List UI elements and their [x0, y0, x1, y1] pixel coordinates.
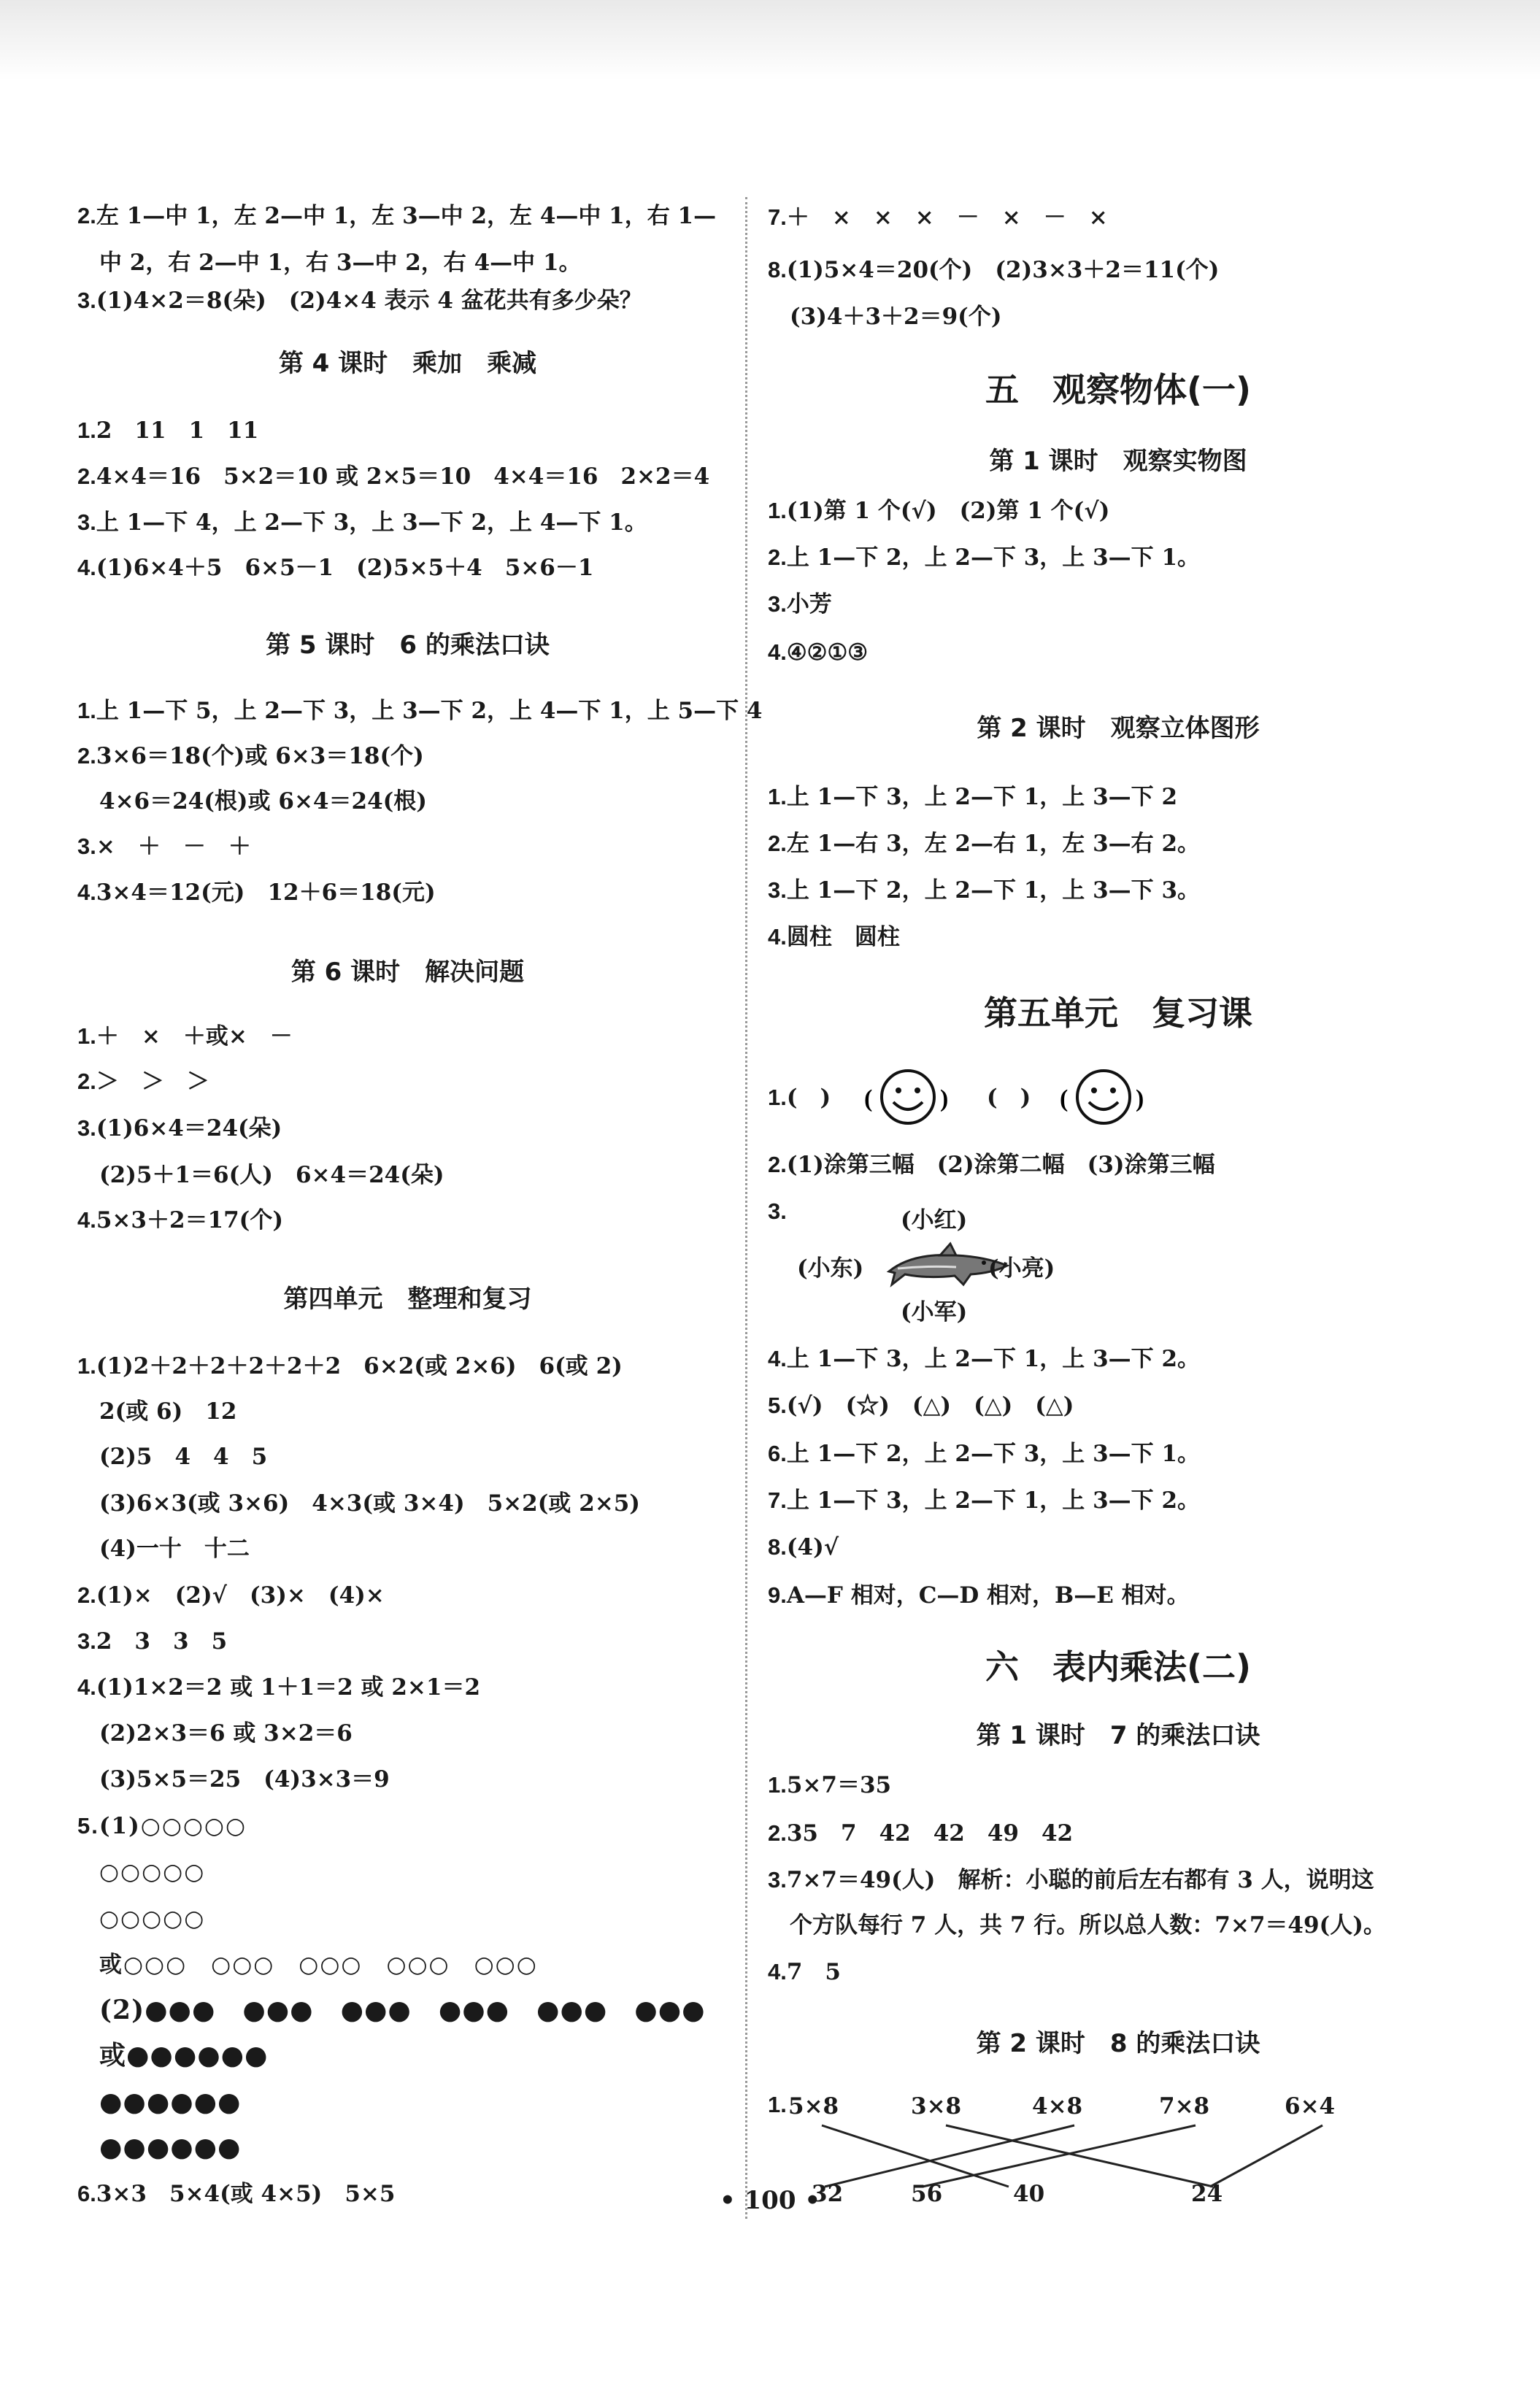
smiley-face-icon: [864, 1064, 952, 1130]
answer-line: 2.(1)涂第三幅 (2)涂第二幅 (3)涂第三幅: [768, 1152, 1215, 1178]
smiley-face-icon: [1060, 1064, 1147, 1130]
answer-line: 1.( ): [768, 1085, 831, 1111]
lesson-heading: 第 4 课时 乘加 乘减: [278, 349, 537, 378]
answer-line: 2(或 6) 12: [99, 1398, 237, 1425]
unit-heading: 第四单元 整理和复习: [283, 1285, 532, 1314]
lesson-heading: 第 5 课时 6 的乘法口诀: [266, 631, 550, 660]
answer-line: 3.(1)6×4＝24(朵): [77, 1115, 282, 1142]
answer-line: 3.(1)4×2＝8(朵) (2)4×4 表示 4 盆花共有多少朵？: [77, 288, 642, 314]
match-line-4x8: [825, 2125, 1074, 2187]
answer-line: 1.: [768, 2092, 787, 2117]
figure-label-bottom: (小军): [901, 1299, 968, 1325]
answer-line: ○○○○○: [99, 1859, 206, 1885]
answer-line: 1.上 1—下 5，上 2—下 3，上 3—下 2，上 4—下 1，上 5—下 4: [77, 698, 763, 724]
answer-line: 6.3×3 5×4(或 4×5) 5×5: [77, 2181, 396, 2207]
match-line-3x8: [946, 2125, 1213, 2187]
svg-text:(: (: [864, 1085, 873, 1112]
answer-line: 3.上 1—下 2，上 2—下 1，上 3—下 3。: [768, 877, 1201, 904]
answer-line: 4.3×4＝12(元) 12＋6＝18(元): [77, 879, 436, 906]
answer-line: 9.A—F 相对，C—D 相对，B—E 相对。: [768, 1582, 1190, 1609]
scan-top-shade: [0, 0, 1540, 80]
match-top-item: 4×8: [1032, 2093, 1083, 2120]
answer-line: 4.5×3＋2＝17(个): [77, 1207, 284, 1233]
answer-line: 3.小芳: [768, 591, 832, 617]
answer-line: (2)2×3＝6 或 3×2＝6: [99, 1720, 353, 1747]
match-top-item: 6×4: [1285, 2093, 1336, 2120]
answer-line: (3)5×5＝25 (4)3×3＝9: [99, 1766, 390, 1793]
match-bottom-item: 56: [911, 2181, 943, 2207]
answer-line: 1.＋ × ＋或× －: [77, 1023, 293, 1050]
answer-line: 3.× ＋ － ＋: [77, 834, 251, 860]
lesson-heading: 第 1 课时 7 的乘法口诀: [976, 1721, 1260, 1750]
match-top-item: 7×8: [1159, 2093, 1210, 2120]
answer-line: (2)5＋1＝6(人) 6×4＝24(朵): [99, 1162, 444, 1188]
answer-line: 1.上 1—下 3，上 2—下 1，上 3—下 2: [768, 784, 1178, 810]
match-top-item: 3×8: [911, 2093, 962, 2120]
match-line-5x8: [822, 2125, 1009, 2187]
answer-line: 7.上 1—下 3，上 2—下 1，上 3—下 2。: [768, 1487, 1201, 1514]
match-bottom-item: 24: [1191, 2181, 1223, 2207]
match-bottom-item: 32: [812, 2181, 844, 2207]
figure-label-top: (小红): [901, 1207, 968, 1233]
match-line-6x4: [1210, 2125, 1323, 2187]
match-bottom-item: 40: [1013, 2181, 1045, 2207]
svg-text:(: (: [1060, 1085, 1069, 1112]
answer-line: 4.上 1—下 3，上 2—下 1，上 3—下 2。: [768, 1346, 1201, 1372]
lesson-heading: 第 2 课时 观察立体图形: [977, 714, 1260, 743]
answer-line: 4.④②①③: [768, 639, 869, 666]
figure-label-left: (小东): [797, 1255, 864, 1282]
svg-text:): ): [940, 1085, 949, 1112]
answer-line: 8.(4)√: [768, 1534, 839, 1560]
answer-line: 5.(1)○○○○○: [77, 1813, 247, 1839]
answer-line: 4.(1)6×4＋5 6×5－1 (2)5×5＋4 5×6－1: [77, 555, 594, 581]
answer-line: 8.(1)5×4＝20(个) (2)3×3＋2＝11(个): [768, 257, 1220, 283]
answer-line: 1.2 11 1 11: [77, 417, 259, 444]
answer-line: 4×6＝24(根)或 6×4＝24(根): [99, 788, 427, 815]
answer-line: ●●●●●●: [99, 2087, 242, 2117]
answer-line: 或○○○ ○○○ ○○○ ○○○ ○○○: [99, 1952, 538, 1978]
answer-line: 2.4×4＝16 5×2＝10 或 2×5＝10 4×4＝16 2×2＝4: [77, 463, 710, 490]
answer-line: 2.3×6＝18(个)或 6×3＝18(个): [77, 743, 424, 769]
match-line-7x8: [923, 2125, 1196, 2187]
answer-line: (3)4＋3＋2＝9(个): [790, 304, 1002, 330]
answer-line: (2)5 4 4 5: [99, 1444, 268, 1470]
answer-line: (4)一十 十二: [99, 1536, 250, 1562]
lesson-heading: 第 6 课时 解决问题: [290, 958, 525, 987]
lesson-heading: 第 1 课时 观察实物图: [989, 447, 1247, 476]
unit-heading: 第五单元 复习课: [984, 993, 1252, 1033]
lesson-heading: 第 2 课时 8 的乘法口诀: [976, 2029, 1260, 2058]
answer-line: ●●●●●●: [99, 2132, 242, 2163]
answer-line: 2.35 7 42 42 49 42: [768, 1820, 1074, 1847]
answer-line: 1.5×7＝35: [768, 1772, 892, 1798]
answer-line: 4.7 5: [768, 1959, 841, 1985]
answer-line: 或●●●●●●: [99, 2040, 269, 2071]
answer-line: ( ): [987, 1085, 1031, 1111]
answer-line: 3.: [768, 1198, 787, 1224]
answer-line: 1.(1)2＋2＋2＋2＋2＋2 6×2(或 2×6) 6(或 2): [77, 1353, 623, 1379]
answer-line: 1.(1)第 1 个(√) (2)第 1 个(√): [768, 498, 1110, 524]
answer-line: 6.上 1—下 2，上 2—下 3，上 3—下 1。: [768, 1441, 1201, 1467]
answer-line: 2.左 1—中 1，左 2—中 1，左 3—中 2，左 4—中 1，右 1—: [77, 203, 717, 229]
answer-line: 3.7×7＝49(人) 解析：小聪的前后左右都有 3 人，说明这: [768, 1867, 1374, 1893]
answer-line: 2.上 1—下 2，上 2—下 3，上 3—下 1。: [768, 544, 1201, 571]
page-number: • 100 •: [719, 2186, 821, 2215]
column-divider: [745, 197, 747, 2219]
answer-line: ○○○○○: [99, 1906, 206, 1932]
answer-line: 5.(√) (☆) (△) (△) (△): [768, 1393, 1074, 1419]
svg-text:): ): [1136, 1085, 1144, 1112]
answer-line: 2.(1)× (2)√ (3)× (4)×: [77, 1582, 385, 1609]
figure-label-right: (小亮): [988, 1255, 1055, 1282]
answer-line: (3)6×3(或 3×6) 4×3(或 3×4) 5×2(或 2×5): [99, 1490, 640, 1517]
answer-line: 2.＞ ＞ ＞: [77, 1069, 209, 1095]
answer-line: (2)●●● ●●● ●●● ●●● ●●● ●●●: [99, 1995, 706, 2025]
answer-line: 7.＋ × × × － × － ×: [768, 204, 1108, 231]
answer-line: 2.左 1—右 3，左 2—右 1，左 3—右 2。: [768, 831, 1201, 857]
match-top-item: 5×8: [788, 2093, 839, 2120]
answer-line: 中 2，右 2—中 1，右 3—中 2，右 4—中 1。: [99, 250, 582, 276]
chapter-heading: 五 观察物体(一): [985, 370, 1252, 409]
answer-line: 3.上 1—下 4，上 2—下 3，上 3—下 2，上 4—下 1。: [77, 509, 647, 536]
answer-line: 4.圆柱 圆柱: [768, 924, 900, 950]
answer-line: 4.(1)1×2＝2 或 1＋1＝2 或 2×1＝2: [77, 1674, 481, 1701]
answer-line: 3.2 3 3 5: [77, 1628, 228, 1655]
chapter-heading: 六 表内乘法(二): [985, 1647, 1252, 1687]
answer-line: 个方队每行 7 人，共 7 行。所以总人数：7×7＝49(人)。: [790, 1912, 1386, 1939]
